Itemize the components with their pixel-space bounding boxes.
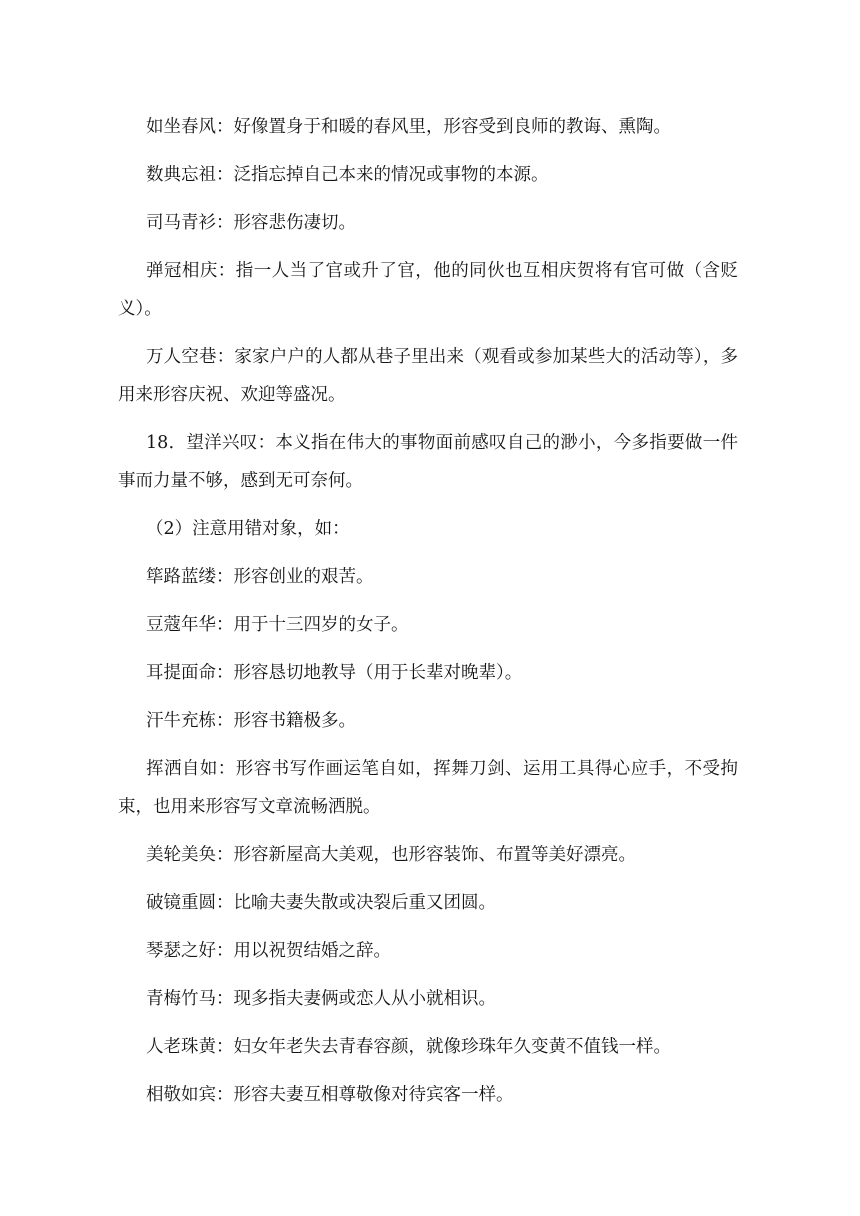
paragraph: 美轮美奂：形容新屋高大美观，也形容装饰、布置等美好漂亮。	[146, 845, 636, 865]
paragraph: 弹冠相庆：指一人当了官或升了官，他的同伙也互相庆贺将有官可做（含贬义）。	[118, 261, 738, 319]
document-body	[118, 108, 738, 1114]
paragraph: 挥洒自如：形容书写作画运笔自如，挥舞刀剑、运用工具得心应手，不受拘束，也用来形容写文章流畅洒脱。	[118, 759, 738, 817]
paragraph: 人老珠黄：妇女年老失去青春容颜，就像珍珠年久变黄不值钱一样。	[146, 1037, 671, 1057]
paragraph: 相敬如宾：形容夫妻互相尊敬像对待宾客一样。	[146, 1085, 514, 1105]
paragraph: 青梅竹马：现多指夫妻俩或恋人从小就相识。	[146, 989, 496, 1009]
paragraph: 豆蔻年华：用于十三四岁的女子。	[146, 615, 409, 635]
paragraph: 破镜重圆：比喻夫妻失散或决裂后重又团圆。	[146, 893, 496, 913]
paragraph: 汗牛充栋：形容书籍极多。	[146, 711, 356, 731]
paragraph: 司马青衫：形容悲伤凄切。	[146, 213, 356, 233]
paragraph: 18．望洋兴叹：本义指在伟大的事物面前感叹自己的渺小，今多指要做一件事而力量不够，感到无可奈何。	[118, 433, 738, 491]
paragraph: 如坐春风：好像置身于和暖的春风里，形容受到良师的教诲、熏陶。	[146, 117, 671, 137]
paragraph: 筚路蓝缕：形容创业的艰苦。	[146, 567, 374, 587]
paragraph: 琴瑟之好：用以祝贺结婚之辞。	[146, 941, 391, 961]
section-heading: （2）注意用错对象，如：	[146, 519, 350, 539]
paragraph: 万人空巷：家家户户的人都从巷子里出来（观看或参加某些大的活动等），多用来形容庆祝、欢迎等盛况。	[118, 347, 738, 405]
paragraph: 耳提面命：形容恳切地教导（用于长辈对晚辈）。	[146, 663, 523, 683]
paragraph: 数典忘祖：泛指忘掉自己本来的情况或事物的本源。	[146, 165, 549, 185]
